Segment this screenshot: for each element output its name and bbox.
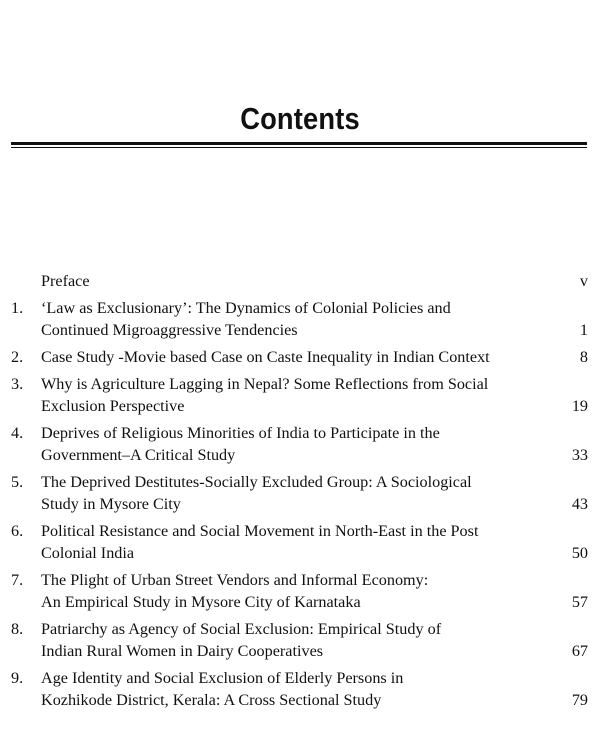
toc-entry-title-line: Age Identity and Social Exclusion of Elderly Persons in [41, 669, 404, 687]
toc-entry-title [41, 667, 545, 711]
toc-entry-title-line: Exclusion Perspective [41, 397, 185, 415]
toc-entry[interactable] [0, 667, 600, 711]
title-rule-thin [11, 147, 587, 148]
toc-entry[interactable] [0, 270, 600, 292]
toc-entry[interactable] [0, 373, 600, 417]
toc-entry[interactable] [0, 346, 600, 368]
toc-entry-number: 4. [11, 424, 24, 442]
toc-entry-number: 2. [11, 348, 24, 366]
toc-entry-title-line: Preface [41, 272, 90, 290]
toc-entry[interactable] [0, 422, 600, 466]
page-title: Contents [240, 101, 360, 136]
toc-entry-number: 1. [11, 299, 24, 317]
toc-entry-title [41, 471, 545, 515]
toc-entry-page: 79 [571, 691, 588, 709]
toc-entry-number: 3. [11, 375, 24, 393]
toc-entry[interactable] [0, 471, 600, 515]
toc-entry-title-line: Kozhikode District, Kerala: A Cross Sectional Study [41, 691, 382, 709]
toc-entry-title [41, 520, 545, 564]
toc-entry-page: 50 [571, 544, 588, 562]
toc-entry[interactable] [0, 520, 600, 564]
toc-entry-number: 9. [11, 669, 24, 687]
toc-entry-page: 43 [571, 495, 588, 513]
toc-entry-title [41, 422, 545, 466]
table-of-contents [0, 270, 600, 716]
toc-entry-page: 8 [579, 348, 588, 366]
toc-entry-title-line: Continued Migroaggressive Tendencies [41, 321, 298, 339]
toc-entry-title [41, 346, 545, 368]
toc-entry-title [41, 618, 545, 662]
title-rule-thick [11, 142, 587, 145]
toc-entry-title [41, 373, 545, 417]
toc-entry-title-line: The Plight of Urban Street Vendors and Informal Economy: [41, 571, 429, 589]
toc-entry[interactable] [0, 569, 600, 613]
toc-entry-title-line: Indian Rural Women in Dairy Cooperatives [41, 642, 324, 660]
toc-entry-number: 5. [11, 473, 24, 491]
toc-entry-title [41, 569, 545, 613]
toc-entry-title-line: Political Resistance and Social Movement in North-East in the Post [41, 522, 479, 540]
toc-entry-number: 6. [11, 522, 24, 540]
toc-entry-number: 7. [11, 571, 24, 589]
toc-entry-title-line: The Deprived Destitutes-Socially Excluded Group: A Sociological [41, 473, 472, 491]
toc-entry-page: 19 [571, 397, 588, 415]
toc-entry-title [41, 297, 545, 341]
toc-entry-title-line: Colonial India [41, 544, 135, 562]
toc-entry-number: 8. [11, 620, 24, 638]
toc-entry-page: 1 [579, 321, 588, 339]
toc-entry-title-line: Why is Agriculture Lagging in Nepal? Some Reflections from Social [41, 375, 489, 393]
toc-entry-title-line: Patriarchy as Agency of Social Exclusion: Empirical Study of [41, 620, 442, 638]
toc-entry-title [41, 270, 545, 292]
toc-entry-title-line: Study in Mysore City [41, 495, 181, 513]
toc-entry-title-line: An Empirical Study in Mysore City of Karnataka [41, 593, 361, 611]
toc-entry[interactable] [0, 297, 600, 341]
toc-entry-page: 57 [571, 593, 588, 611]
toc-entry-page: 33 [571, 446, 588, 464]
toc-entry-title-line: Government–A Critical Study [41, 446, 236, 464]
toc-entry-title-line: Case Study -Movie based Case on Caste Inequality in Indian Context [41, 348, 490, 366]
toc-entry[interactable] [0, 618, 600, 662]
toc-entry-title-line: ‘Law as Exclusionary’: The Dynamics of Colonial Policies and [41, 299, 451, 317]
toc-entry-page: v [579, 272, 588, 290]
toc-entry-page: 67 [571, 642, 588, 660]
toc-entry-title-line: Deprives of Religious Minorities of India to Participate in the [41, 424, 440, 442]
